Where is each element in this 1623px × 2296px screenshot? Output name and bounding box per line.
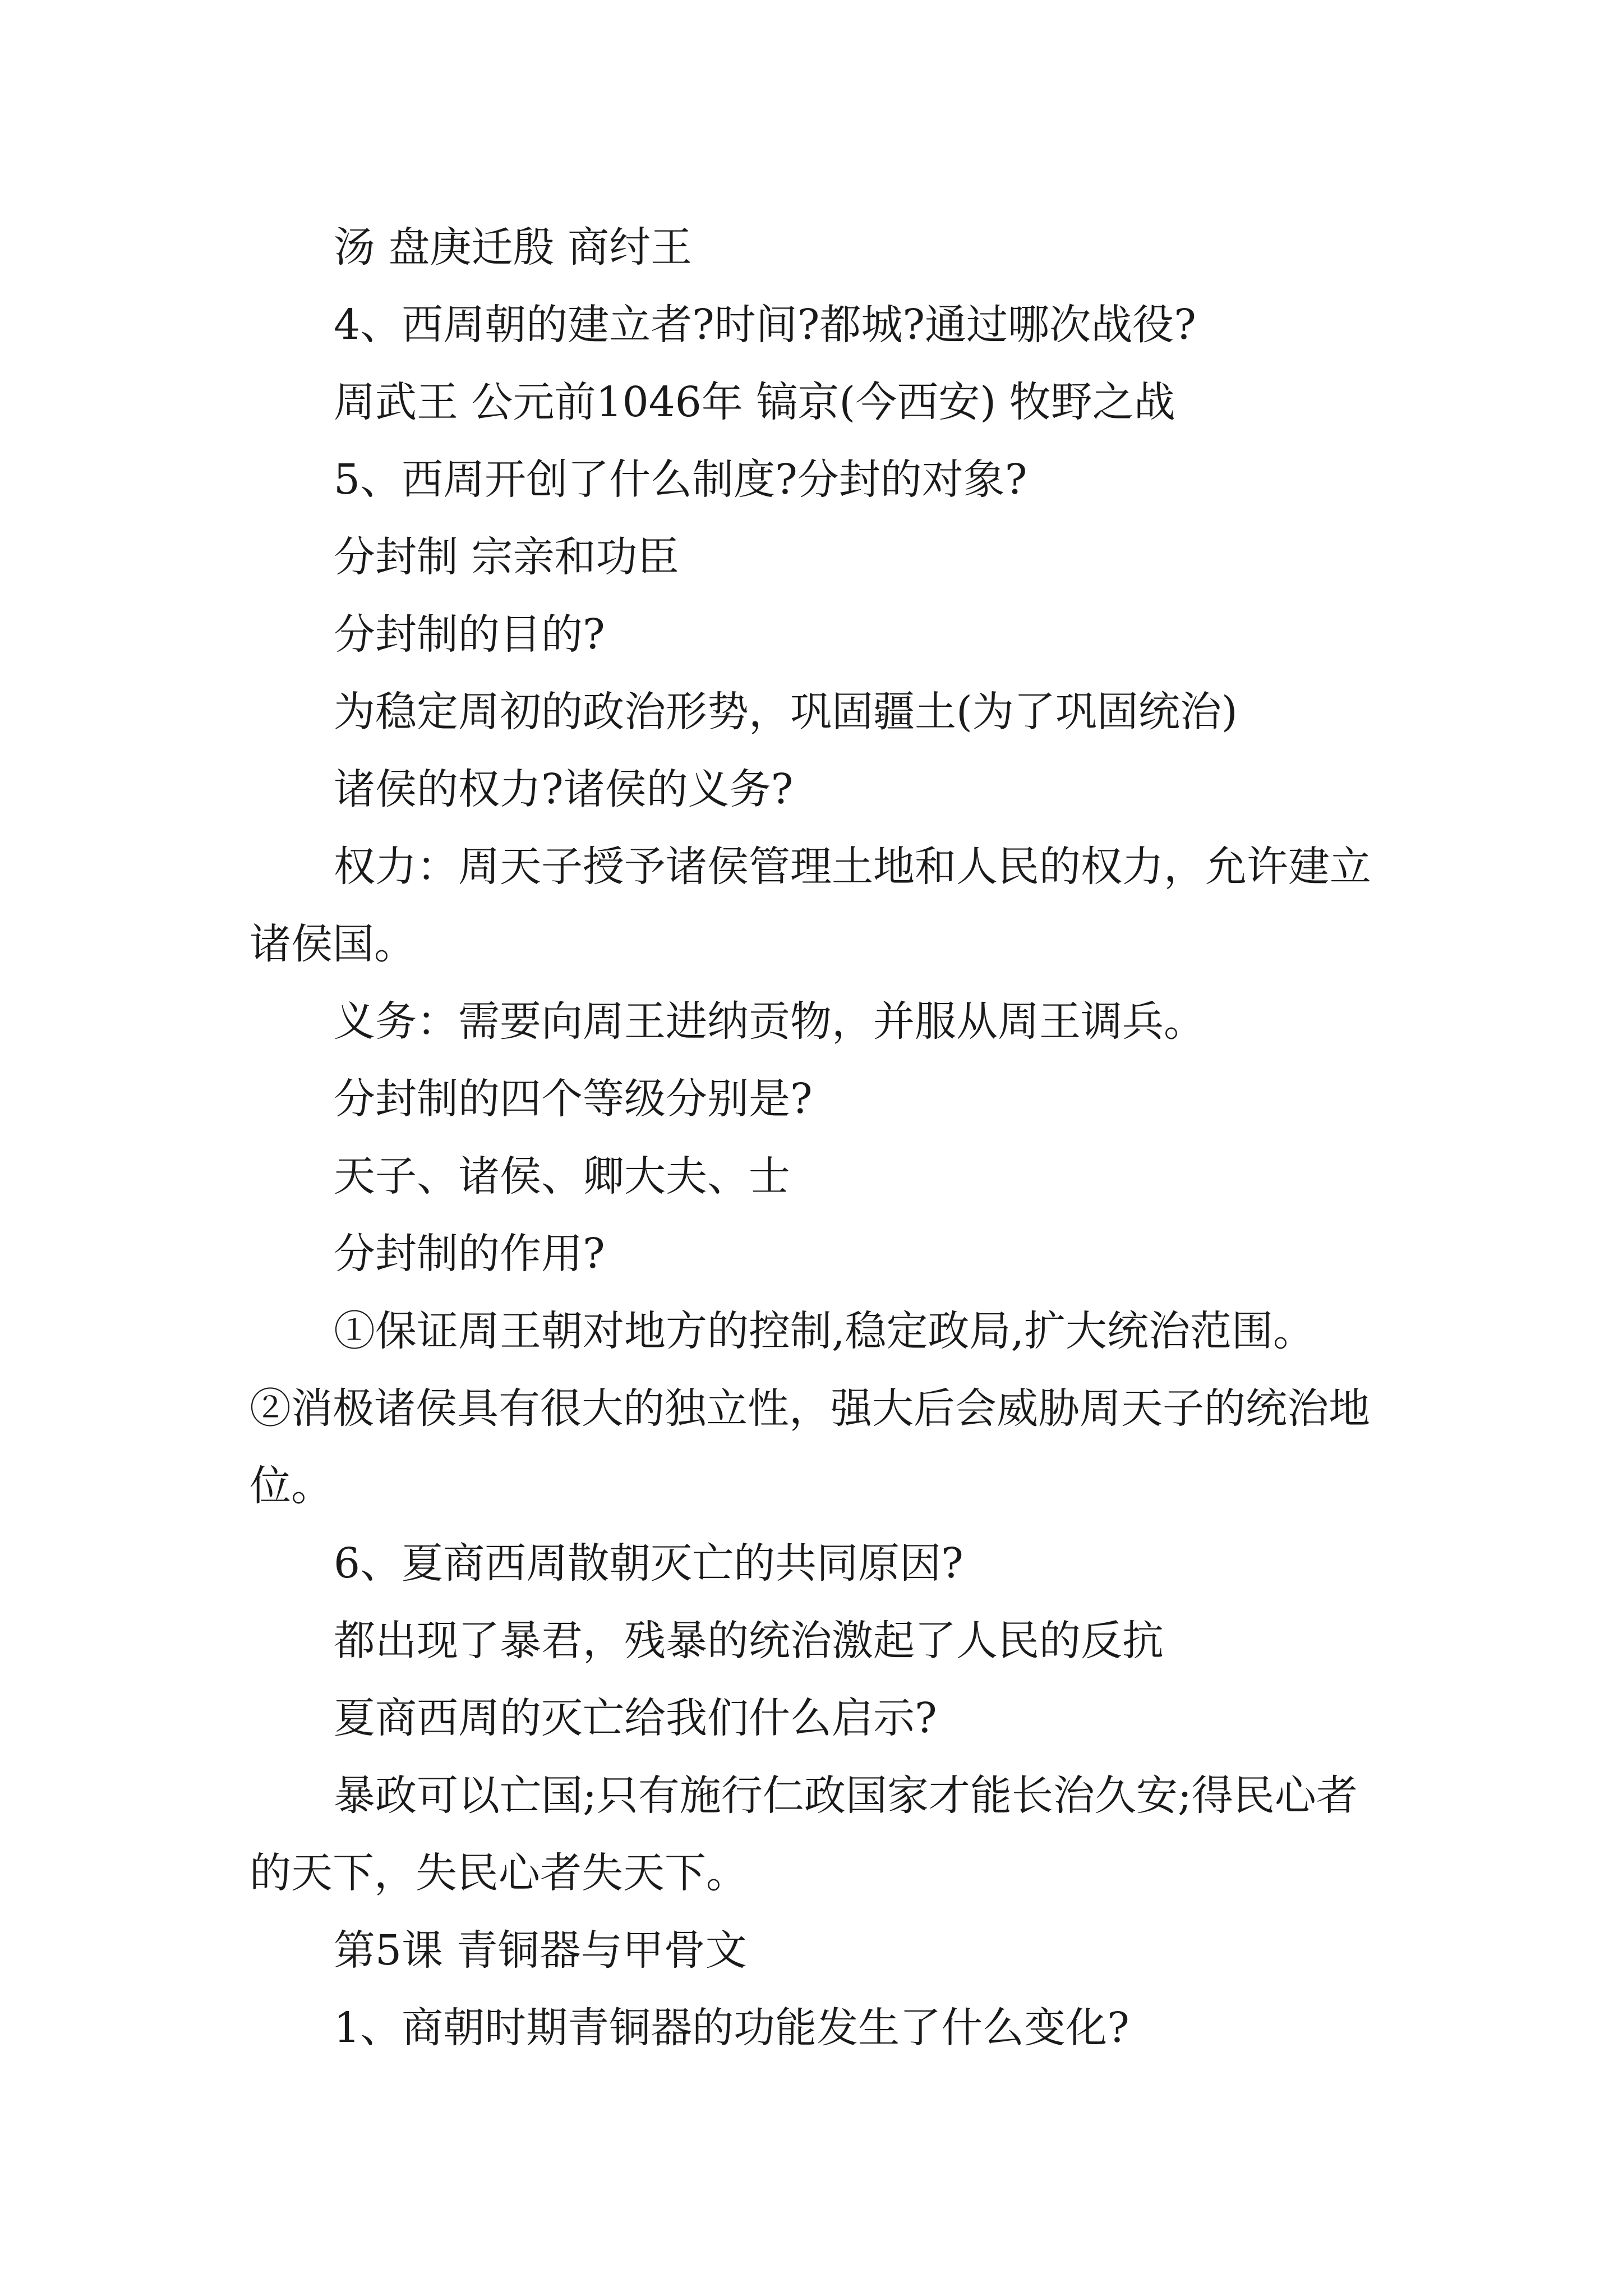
lesson-heading: 第5课 青铜器与甲骨文: [334, 1926, 747, 1975]
document-body: [250, 209, 1394, 2067]
paragraph: 暴政可以亡国;只有施行仁政国家才能长治久安;得民心者的天下，失民心者失天下。: [250, 1772, 1358, 1897]
paragraph: 夏商西周的灭亡给我们什么启示?: [334, 1694, 937, 1742]
question-heading: 6、夏商西周散朝灭亡的共同原因?: [334, 1539, 963, 1588]
paragraph: 权力：周天子授予诸侯管理土地和人民的权力，允许建立诸侯国。: [250, 843, 1371, 968]
paragraph: 天子、诸侯、卿大夫、士: [334, 1152, 790, 1200]
paragraph: ②消极诸侯具有很大的独立性，强大后会威胁周天子的统治地位。: [250, 1384, 1370, 1510]
paragraph: 汤 盘庚迁殷 商纣王: [334, 223, 693, 272]
paragraph: 义务：需要向周王进纳贡物，并服从周王调兵。: [334, 997, 1205, 1046]
question-heading: 1、商朝时期青铜器的功能发生了什么变化?: [334, 2004, 1129, 2052]
question-heading: 4、西周朝的建立者?时间?都城?通过哪次战役?: [334, 301, 1196, 349]
paragraph: 分封制 宗亲和功臣: [334, 533, 679, 581]
paragraph: 分封制的四个等级分别是?: [334, 1075, 813, 1123]
paragraph: 分封制的目的?: [334, 610, 605, 659]
paragraph: 分封制的作用?: [334, 1230, 605, 1278]
paragraph: 都出现了暴君，残暴的统治激起了人民的反抗: [334, 1617, 1164, 1665]
paragraph: ①保证周王朝对地方的控制,稳定政局,扩大统治范围。: [334, 1307, 1315, 1355]
paragraph: 周武王 公元前1046年 镐京(今西安) 牧野之战: [334, 378, 1175, 426]
paragraph: 诸侯的权力?诸侯的义务?: [334, 765, 794, 813]
question-heading: 5、西周开创了什么制度?分封的对象?: [334, 455, 1027, 504]
paragraph: 为稳定周初的政治形势，巩固疆土(为了巩固统治): [334, 688, 1238, 736]
